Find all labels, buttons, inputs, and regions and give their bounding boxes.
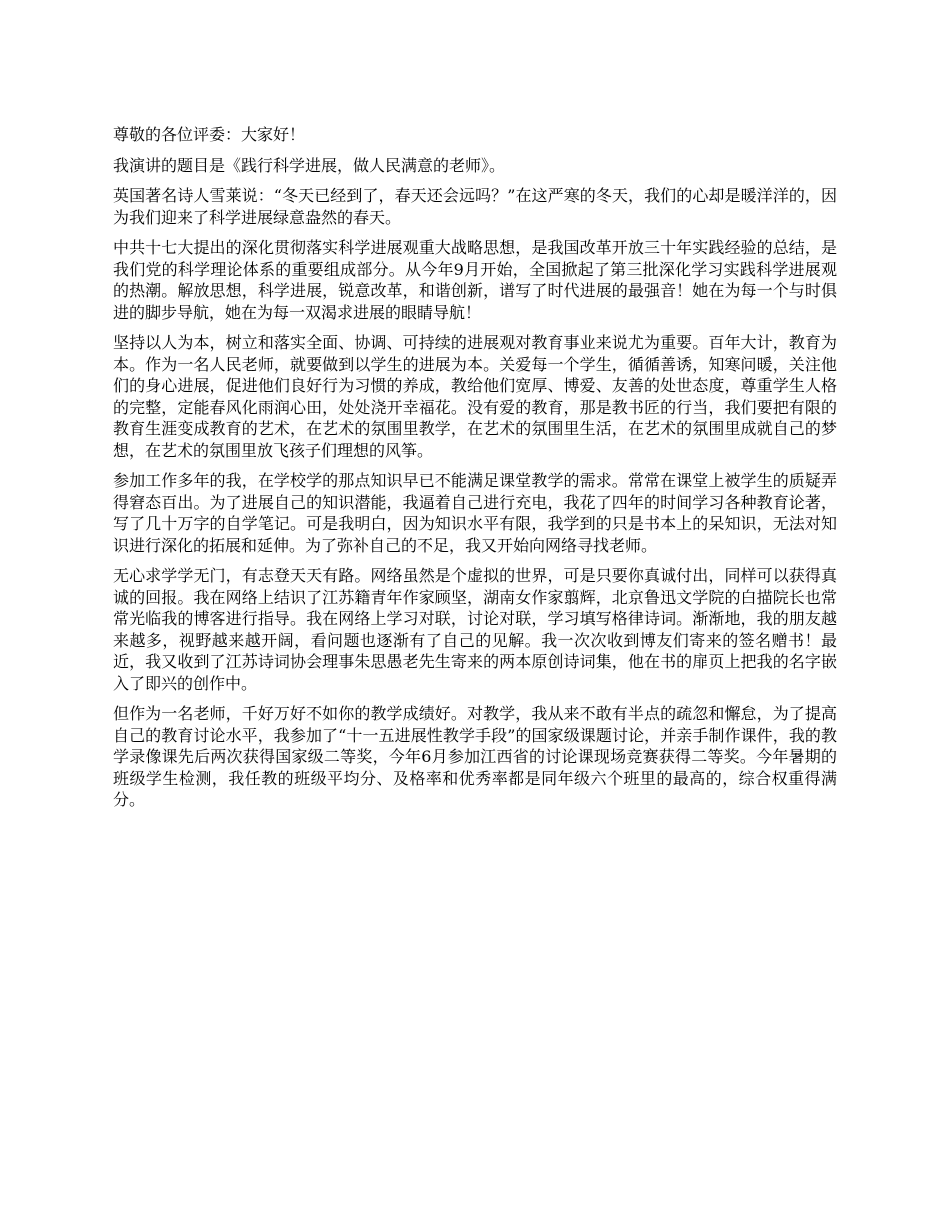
greeting-paragraph: 尊敬的各位评委：大家好！: [113, 125, 306, 144]
body-paragraph: 但作为一名老师，千好万好不如你的教学成绩好。对教学，我从来不敢有半点的疏忽和懈怠，为了提高自己的教育讨论水平，我参加了“十一五进展性教学手段”的国家级课题讨论，并亲手制作课件，我的教学录像课先后两次获得国家级二等奖，今年6月参加江西省的讨论课现场竞赛获得二等奖。今年暑期的班级学生检测，我任教的班级平均分、及格率和优秀率都是同年级六个班里的最高的，综合权重得满分。: [113, 704, 837, 809]
body-paragraph: 中共十七大提出的深化贯彻落实科学进展观重大战略思想，是我国改革开放三十年实践经验的总结，是我们党的科学理论体系的重要组成部分。从今年9月开始，全国掀起了第三批深化学习实践科学进展观的热潮。解放思想，科学进展，锐意改革，和谐创新，谱写了时代进展的最强音！她在为每一个与时俱进的脚步导航，她在为每一双渴求进展的眼睛导航！: [113, 238, 837, 322]
body-paragraph: 无心求学学无门，有志登天天有路。网络虽然是个虚拟的世界，可是只要你真诚付出，同样可以获得真诚的回报。我在网络上结识了江苏籍青年作家顾坚，湖南女作家翦辉，北京鲁迅文学院的白描院长也常常光临我的博客进行指导。我在网络上学习对联，讨论对联，学习填写格律诗词。渐渐地，我的朋友越来越多，视野越来越开阔，看问题也逐渐有了自己的见解。我一次次收到博友们寄来的签名赠书！最近，我又收到了江苏诗词协会理事朱思愚老先生寄来的两本原创诗词集，他在书的扉页上把我的名字嵌入了即兴的创作中。: [113, 566, 837, 693]
document-page: [113, 124, 837, 820]
speech-title-paragraph: 我演讲的题目是《践行科学进展，做人民满意的老师》。: [113, 155, 506, 175]
body-paragraph: 坚持以人为本，树立和落实全面、协调、可持续的进展观对教育事业来说尤为重要。百年大计，教育为本。作为一名人民老师，就要做到以学生的进展为本。关爱每一个学生，循循善诱，知寒问暖，关注他们的身心进展，促进他们良好行为习惯的养成，教给他们宽厚、博爱、友善的处世态度，尊重学生人格的完整，定能春风化雨润心田，处处浇开幸福花。没有爱的教育，那是教书匠的行当，我们要把有限的教育生涯变成教育的艺术，在艺术的氛围里教学，在艺术的氛围里生活，在艺术的氛围里成就自己的梦想，在艺术的氛围里放飞孩子们理想的风筝。: [113, 333, 837, 460]
body-paragraph: 英国著名诗人雪莱说：“冬天已经到了，春天还会远吗？”在这严寒的冬天，我们的心却是暖洋洋的，因为我们迎来了科学进展绿意盎然的春天。: [113, 186, 837, 227]
body-paragraph: 参加工作多年的我，在学校学的那点知识早已不能满足课堂教学的需求。常常在课堂上被学生的质疑弄得窘态百出。为了进展自己的知识潜能，我逼着自己进行充电，我花了四年的时间学习各种教育论著，写了几十万字的自学笔记。可是我明白，因为知识水平有限，我学到的只是书本上的呆知识，无法对知识进行深化的拓展和延伸。为了弥补自己的不足，我又开始向网络寻找老师。: [113, 471, 837, 555]
